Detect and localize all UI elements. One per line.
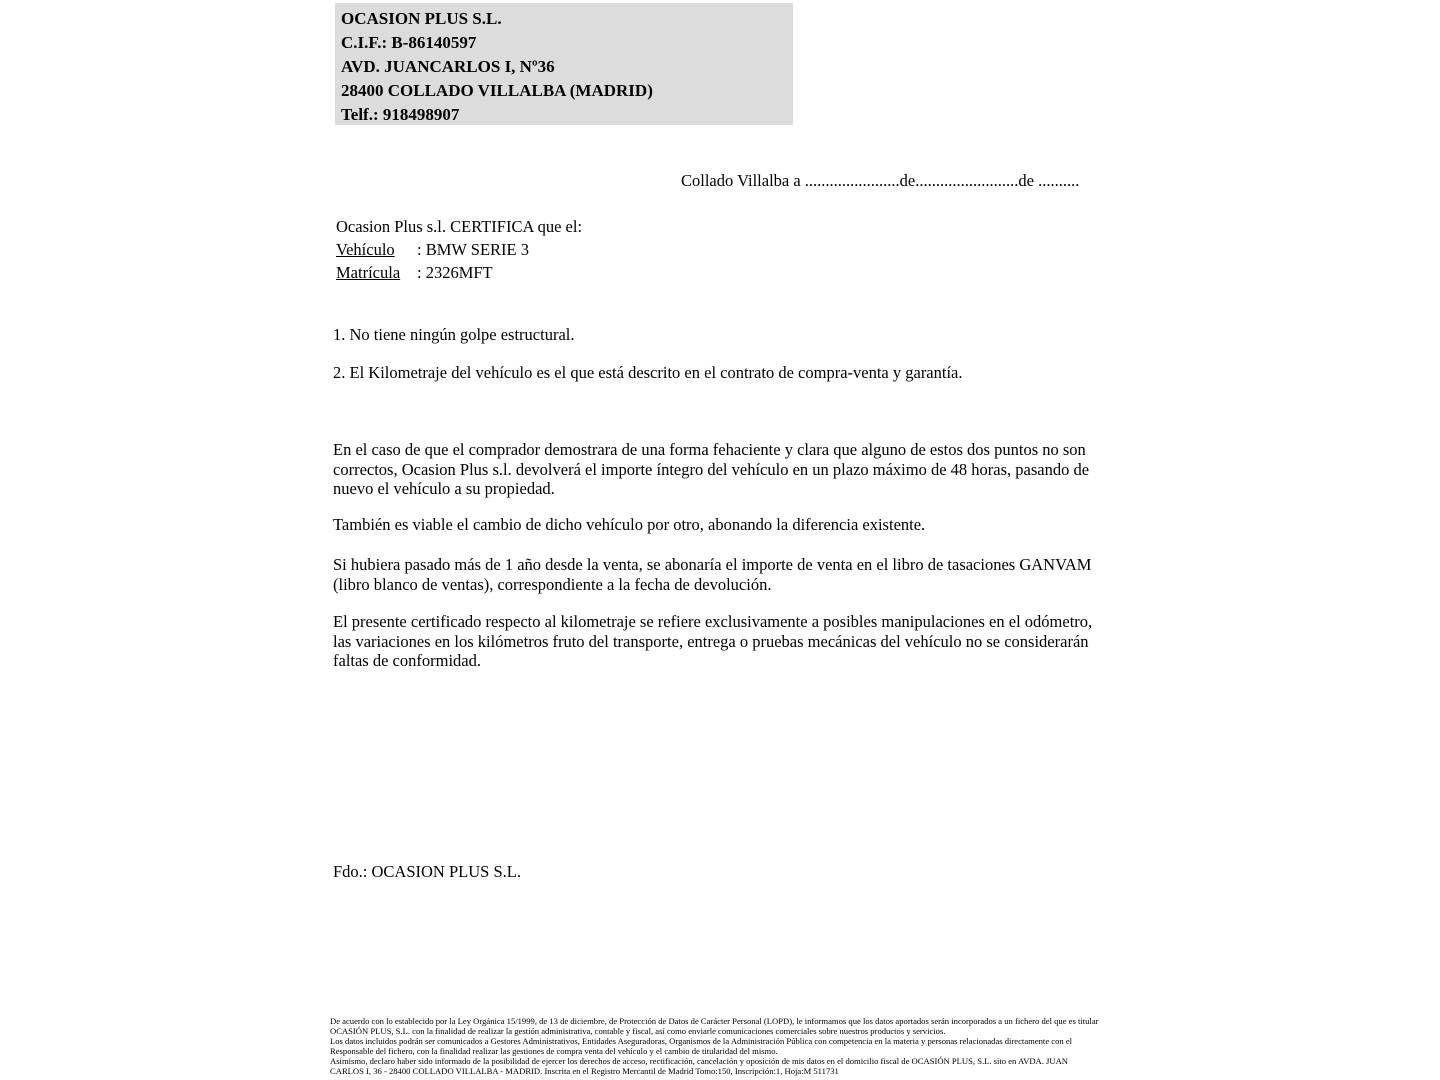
company-address: AVD. JUANCARLOS I, Nº36 bbox=[341, 57, 555, 76]
legal-line-6: CARLOS I, 36 - 28400 COLLADO VILLALBA - MADRID. Inscrita en el Registro Mercantil de Madrid Tomo:150, Inscripción:1, Hoja:M 511731 bbox=[330, 1065, 839, 1076]
legal-line-3: Los datos incluidos podrán ser comunicados a Gestores Administrativos, Entidades Aseguradoras, Organismos de la Administración Pública con competencia en la materia y personas relacionadas directamente con el bbox=[330, 1035, 1073, 1046]
vehicle-label: Vehículo bbox=[336, 240, 395, 259]
legal-line-2: OCASIÓN PLUS, S.L. con la finalidad de realizar la gestión administrativa, contable y fiscal, así como enviarle comunicaciones comerciales sobre nuestros productos y servicios. bbox=[330, 1025, 946, 1036]
certified-point-1: 1. No tiene ningún golpe estructural. bbox=[333, 325, 575, 344]
paragraph-refund-terms: En el caso de que el comprador demostrara de una forma fehaciente y clara que alguno de estos dos puntos no son correctos, Ocasion Plus s.l. devolverá el importe íntegro del vehículo en un plazo máximo de 48 horas, pasando de nuevo el vehículo a su propiedad. bbox=[333, 440, 1090, 498]
certified-point-2: 2. El Kilometraje del vehículo es el que está descrito en el contrato de compra-venta y garantía. bbox=[333, 363, 963, 382]
legal-line-1: De acuerdo con lo establecido por la Ley Orgánica 15/1999, de 13 de diciembre, de Protección de Datos de Carácter Personal (LOPD), le informamos que los datos aportados serán incorporados a un fichero del que es titular bbox=[330, 1016, 1099, 1026]
legal-line-4: Responsable del fichero, con la finalidad realizar las gestiones de compra venta del vehículo y el cambio de titularidad del mismo. bbox=[330, 1045, 778, 1056]
vehicle-row bbox=[336, 240, 529, 260]
signature-line: Fdo.: OCASION PLUS S.L. bbox=[333, 862, 521, 881]
paragraph-odometer-disclaimer: El presente certificado respecto al kilometraje se refiere exclusivamente a posibles manipulaciones en el odómetro, las variaciones en los kilómetros fruto del transporte, entrega o pruebas mecánicas del vehículo no se considerarán faltas de conformidad. bbox=[333, 612, 1093, 670]
paragraph-exchange-option: También es viable el cambio de dicho vehículo por otro, abonando la diferencia existente. bbox=[333, 515, 926, 534]
paragraph-ganvam-valuation: Si hubiera pasado más de 1 año desde la venta, se abonaría el importe de venta en el libro de tasaciones GANVAM (libro blanco de ventas), correspondiente a la fecha de devolución. bbox=[333, 555, 1092, 594]
company-header-block bbox=[335, 3, 793, 125]
legal-line-5: Asimismo, declaro haber sido informado de la posibilidad de ejercer los derechos de acceso, rectificación, cancelación y oposición de mis datos en el domicilio fiscal de OCASIÓN PLUS, S.L. sito en AVDA. JUAN bbox=[330, 1055, 1069, 1066]
plate-label: Matrícula bbox=[336, 263, 401, 282]
legal-footer bbox=[330, 1017, 1430, 1076]
company-name: OCASION PLUS S.L. bbox=[341, 9, 502, 28]
certify-intro: Ocasion Plus s.l. CERTIFICA que el: bbox=[336, 217, 583, 236]
company-cif: C.I.F.: B-86140597 bbox=[341, 33, 477, 52]
vehicle-value: : BMW SERIE 3 bbox=[417, 240, 529, 259]
plate-value: : 2326MFT bbox=[417, 263, 493, 282]
company-city: 28400 COLLADO VILLALBA (MADRID) bbox=[341, 81, 653, 100]
plate-row bbox=[336, 263, 493, 283]
company-phone: Telf.: 918498907 bbox=[341, 105, 460, 124]
date-fill-in-line: Collado Villalba a .......................de.........................de .......... bbox=[681, 171, 1080, 190]
